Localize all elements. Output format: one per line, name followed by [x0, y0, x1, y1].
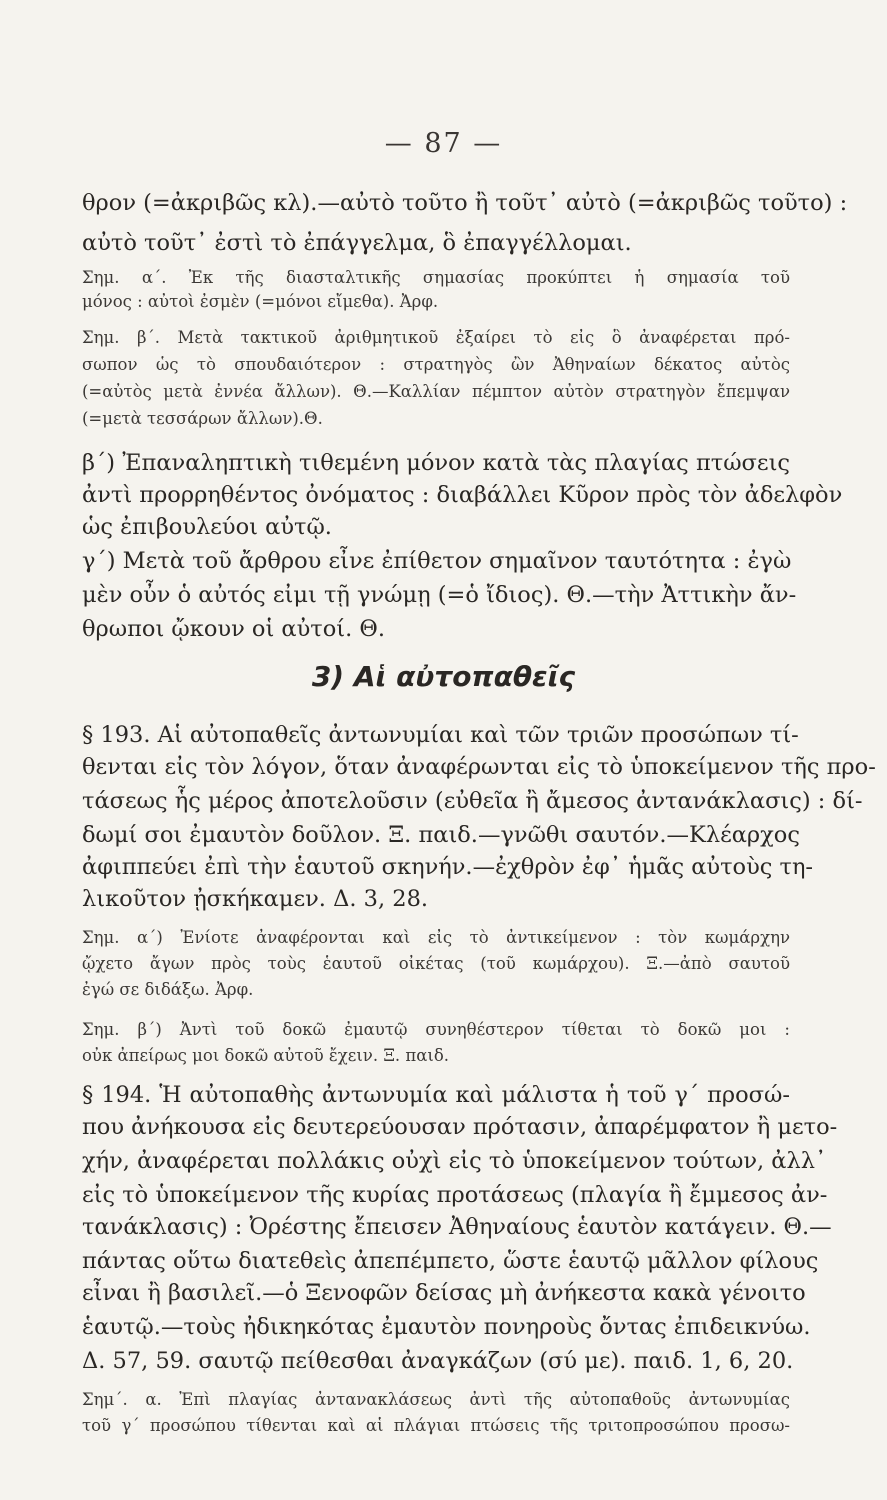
note-line: μόνος : αὐτοὶ ἐσμὲν (=μόνοι εἴμεθα). Ἀρφ. — [82, 292, 439, 311]
text-line: β΄) Ἐπαναληπτικὴ τιθεμένη μόνον κατὰ τὰς πλαγίας πτώσεις — [82, 450, 790, 476]
text-line: δωμί σοι ἐμαυτὸν δοῦλον. Ξ. παιδ.—γνῶθι σαυτόν.—Κλέαρχος — [82, 822, 800, 848]
text-line: πάντας οὕτω διατεθεὶς ἀπεπέμπετο, ὥστε ἑαυτῷ μᾶλλον φίλους — [82, 1248, 819, 1274]
note-line: Σημ. α΄) Ἐνίοτε ἀναφέρονται καὶ εἰς τὸ ἀντικείμενον : τὸν κωμάρχην — [82, 928, 790, 947]
note-line: (=αὐτὸς μετὰ ἐννέα ἄλλων). Θ.—Καλλίαν πέμπτον αὐτὸν στρατηγὸν ἔπεμψαν — [82, 382, 790, 401]
text-line: μὲν οὖν ὁ αὐτός εἰμι τῇ γνώμῃ (=ὁ ἴδιος). Θ.—τὴν Ἀττικὴν ἄν- — [82, 582, 797, 608]
note-line: (=μετὰ τεσσάρων ἄλλων).Θ. — [82, 409, 323, 428]
text-line: θρον (=ἀκριβῶς κλ).—αὐτὸ τοῦτο ἢ τοῦτ᾽ αὐτὸ (=ἀκριβῶς τοῦτο) : — [82, 190, 848, 216]
text-line: τανάκλασις) : Ὀρέστης ἔπεισεν Ἀθηναίους ἑαυτὸν κατάγειν. Θ.— — [82, 1214, 832, 1240]
note-line: Σημ΄. α. Ἐπὶ πλαγίας ἀντανακλάσεως ἀντὶ τῆς αὐτοπαθοῦς ἀντωνυμίας — [82, 1390, 790, 1409]
text-line: ἑαυτῷ.—τοὺς ἠδικηκότας ἐμαυτὸν πονηροὺς ὄντας ἐπιδεικνύω. — [82, 1314, 811, 1340]
text-line: θρωποι ᾤκουν οἱ αὐτοί. Θ. — [82, 616, 386, 642]
text-line: ὡς ἐπιβουλεύοι αὐτῷ. — [82, 514, 332, 540]
text-line: αὐτὸ τοῦτ᾽ ἐστὶ τὸ ἐπάγγελμα, ὃ ἐπαγγέλλομαι. — [82, 230, 632, 256]
text-line: γ΄) Μετὰ τοῦ ἄρθρου εἶνε ἐπίθετον σημαῖνον ταυτότητα : ἐγὼ — [82, 548, 792, 574]
text-line: ἀντὶ προρρηθέντος ὀνόματος : διαβάλλει Κῦρον πρὸς τὸν ἀδελφὸν — [82, 482, 843, 508]
text-line: § 193. Αἱ αὐτοπαθεῖς ἀντωνυμίαι καὶ τῶν τριῶν προσώπων τί- — [82, 722, 799, 748]
text-line: λικοῦτον ᾐσκήκαμεν. Δ. 3, 28. — [82, 886, 429, 912]
text-line: ἀφιππεύει ἐπὶ τὴν ἑαυτοῦ σκηνήν.—ἐχθρὸν ἐφ᾽ ἡμᾶς αὐτοὺς τη- — [82, 854, 814, 880]
note-line: ἐγώ σε διδάξω. Ἀρφ. — [82, 980, 254, 999]
note-line: τοῦ γ΄ προσώπου τίθενται καὶ αἱ πλάγιαι πτώσεις τῆς τριτοπροσώπου προσω- — [82, 1416, 790, 1435]
section-heading: 3) Αἱ αὐτοπαθεῖς — [311, 660, 576, 693]
note-line: Σημ. α΄. Ἐκ τῆς διασταλτικῆς σημασίας προκύπτει ἡ σημασία τοῦ — [82, 268, 790, 287]
text-line: εἰς τὸ ὑποκείμενον τῆς κυρίας προτάσεως (πλαγία ἢ ἔμμεσος ἀν- — [82, 1182, 828, 1208]
note-line: σωπον ὡς τὸ σπουδαιότερον : στρατηγὸς ὢν Ἀθηναίων δέκατος αὐτὸς — [82, 355, 790, 374]
text-line: § 194. Ἡ αὐτοπαθὴς ἀντωνυμία καὶ μάλιστα ἡ τοῦ γ΄ προσώ- — [82, 1082, 790, 1108]
text-line: Δ. 57, 59. σαυτῷ πείθεσθαι ἀναγκάζων (σύ με). παιδ. 1, 6, 20. — [82, 1348, 794, 1374]
text-line: που ἀνήκουσα εἰς δευτερεύουσαν πρότασιν, ἀπαρέμφατον ἢ μετο- — [82, 1114, 838, 1140]
note-line: ᾤχετο ἄγων πρὸς τοὺς ἑαυτοῦ οἰκέτας (τοῦ κωμάρχου). Ξ.—ἀπὸ σαυτοῦ — [82, 954, 790, 973]
text-line: θενται εἰς τὸν λόγον, ὅταν ἀναφέρωνται εἰς τὸ ὑποκείμενον τῆς προ- — [82, 754, 876, 780]
note-line: Σημ. β΄) Ἀντὶ τοῦ δοκῶ ἐμαυτῷ συνηθέστερον τίθεται τὸ δοκῶ μοι : — [82, 1020, 790, 1039]
page-number: — 87 — — [384, 128, 503, 159]
text-line: εἶναι ἢ βασιλεῖ.—ὁ Ξενοφῶν δείσας μὴ ἀνήκεστα κακὰ γένοιτο — [82, 1280, 806, 1306]
text-line: τάσεως ἧς μέρος ἀποτελοῦσιν (εὐθεῖα ἢ ἄμεσος ἀντανάκλασις) : δί- — [82, 788, 863, 814]
text-line: χήν, ἀναφέρεται πολλάκις οὐχὶ εἰς τὸ ὑποκείμενον τούτων, ἀλλ᾽ — [82, 1148, 827, 1174]
note-line: οὐκ ἀπείρως μοι δοκῶ αὐτοῦ ἔχειν. Ξ. παιδ. — [82, 1046, 450, 1065]
note-line: Σημ. β΄. Μετὰ τακτικοῦ ἀριθμητικοῦ ἐξαίρει τὸ εἰς ὃ ἀναφέρεται πρό- — [82, 328, 790, 347]
